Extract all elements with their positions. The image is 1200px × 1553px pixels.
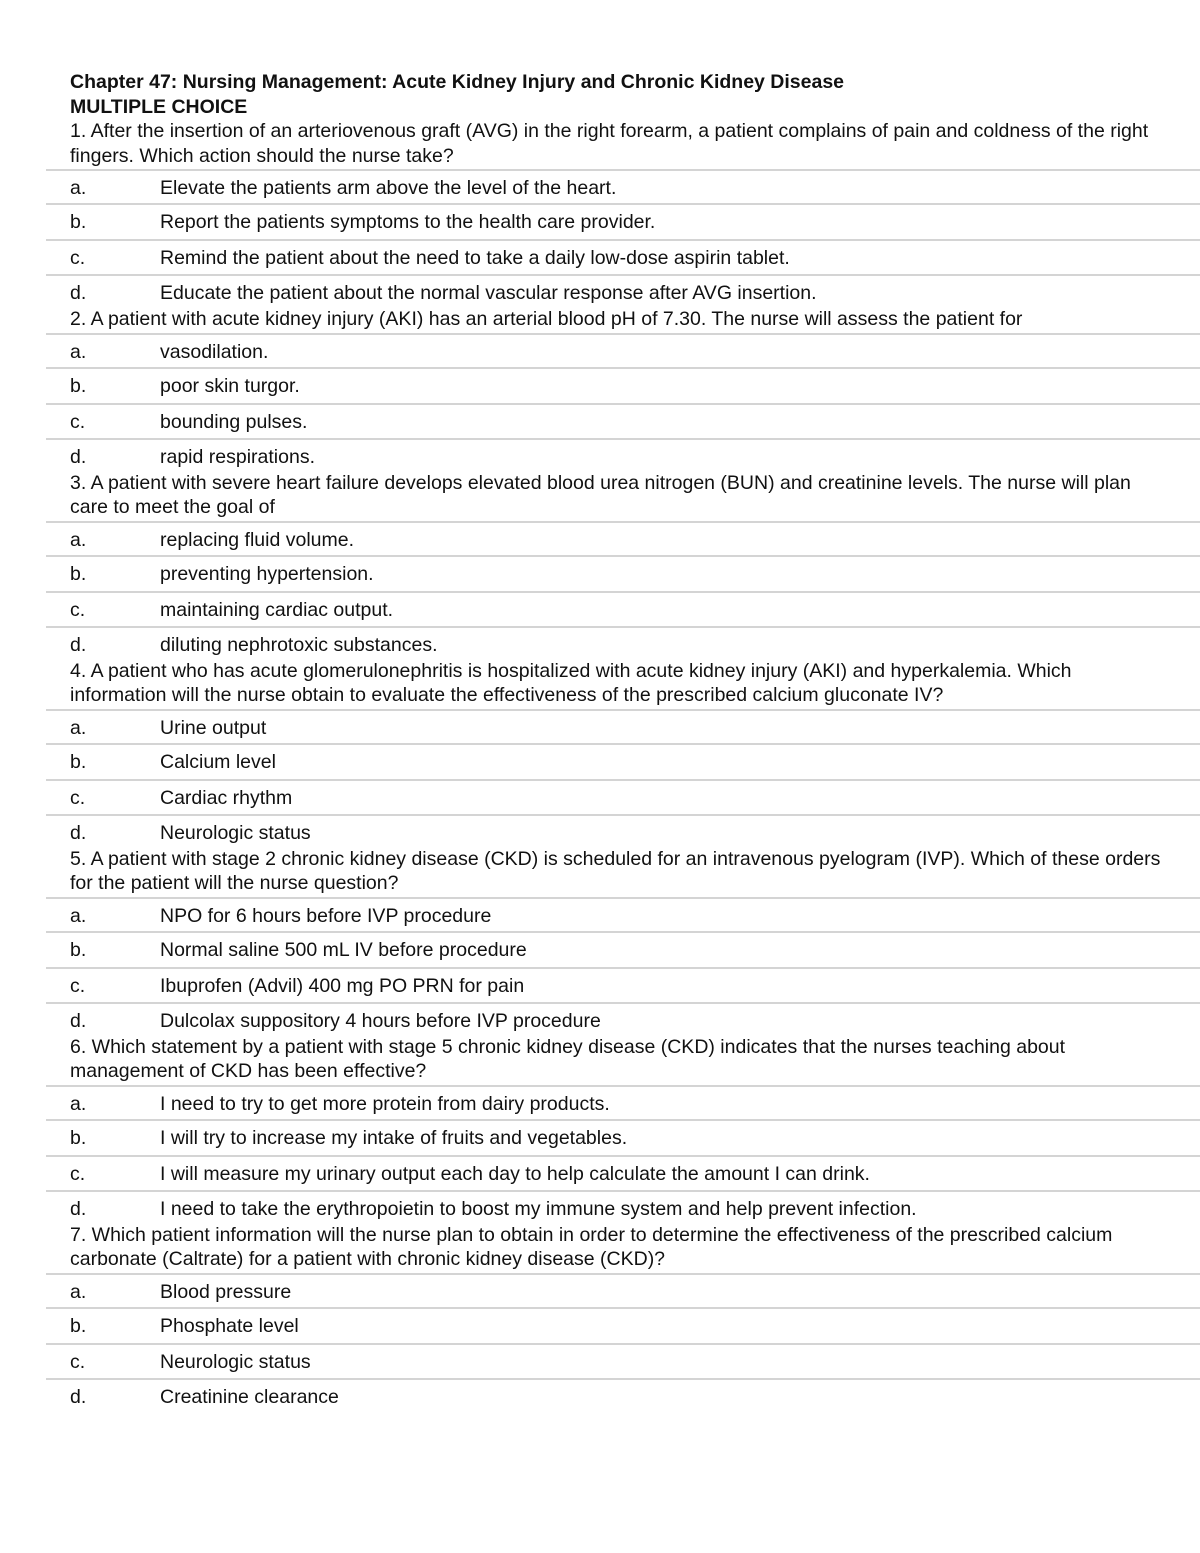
option-text: vasodilation. [160, 340, 269, 363]
answer-option [70, 1002, 1170, 1035]
option-letter: a. [70, 177, 87, 199]
question-text: 5. A patient with stage 2 chronic kidney disease (CKD) is scheduled for an intravenous pyelogram (IVP). Which of these orders for the patient will the nurse question? [70, 847, 1161, 894]
answer-option [70, 169, 1170, 203]
option-text: maintaining cardiac output. [160, 598, 394, 621]
option-text: preventing hypertension. [160, 562, 374, 585]
option-text: Cardiac rhythm [160, 786, 293, 809]
answer-option [70, 1119, 1170, 1155]
question-text: 6. Which statement by a patient with stage 5 chronic kidney disease (CKD) indicates that the nurses teaching about management of CKD has been effective? [70, 1035, 1066, 1082]
option-letter: c. [70, 247, 86, 269]
option-letter: a. [70, 1280, 87, 1303]
question-text: 2. A patient with acute kidney injury (AKI) has an arterial blood pH of 7.30. The nurse will assess the patient for [70, 308, 1023, 330]
question-text: 4. A patient who has acute glomerulonephritis is hospitalized with acute kidney injury (AKI) and hyperkalemia. Which information will the nurse obtain to evaluate the effectiveness of the prescribed calcium gluconate IV? [70, 659, 1072, 706]
option-letter: a. [70, 904, 87, 927]
answer-option [70, 897, 1170, 931]
answer-option [70, 1190, 1170, 1223]
question-block [70, 847, 1170, 1035]
question-block [70, 307, 1170, 471]
option-letter: c. [70, 1162, 86, 1185]
answer-option [70, 1155, 1170, 1190]
option-letter: b. [70, 1314, 87, 1337]
option-letter: a. [70, 716, 87, 739]
answer-option [70, 931, 1170, 967]
answer-option [70, 967, 1170, 1002]
answer-option [70, 438, 1170, 471]
question-block [70, 659, 1170, 847]
option-letter: b. [70, 374, 87, 397]
answer-option [70, 1378, 1170, 1411]
option-text: poor skin turgor. [160, 374, 300, 397]
option-text: replacing fluid volume. [160, 528, 355, 551]
option-text: I will try to increase my intake of fruits and vegetables. [160, 1126, 628, 1149]
option-text: Creatinine clearance [160, 1385, 339, 1408]
option-text: bounding pulses. [160, 410, 308, 433]
option-letter: c. [70, 598, 86, 621]
question-text: 7. Which patient information will the nurse plan to obtain in order to determine the effectiveness of the prescribed calcium carbonate (Caltrate) for a patient with chronic kidney disease (CKD)? [70, 1223, 1113, 1270]
answer-option [70, 709, 1170, 743]
option-letter: d. [70, 1197, 87, 1220]
option-letter: d. [70, 445, 87, 468]
answer-option [70, 1085, 1170, 1119]
option-text: Dulcolax suppository 4 hours before IVP procedure [160, 1009, 601, 1032]
answer-option [70, 367, 1170, 403]
option-text: I need to take the erythropoietin to boost my immune system and help prevent infection. [160, 1197, 917, 1220]
option-letter: b. [70, 938, 87, 961]
option-letter: b. [70, 562, 87, 585]
option-letter: b. [70, 211, 87, 233]
option-letter: b. [70, 750, 87, 773]
answer-option [70, 203, 1170, 239]
answer-option [70, 274, 1170, 307]
option-letter: d. [70, 1385, 87, 1408]
option-text: Normal saline 500 mL IV before procedure [160, 938, 527, 961]
option-letter: a. [70, 1092, 87, 1115]
question-block [70, 1223, 1170, 1411]
answer-option [70, 743, 1170, 779]
option-text: Educate the patient about the normal vascular response after AVG insertion. [160, 282, 817, 304]
option-text: Ibuprofen (Advil) 400 mg PO PRN for pain [160, 974, 525, 997]
question-block [70, 471, 1170, 659]
option-text: Neurologic status [160, 1350, 311, 1373]
option-text: I need to try to get more protein from dairy products. [160, 1092, 610, 1115]
question-block [70, 119, 1170, 307]
option-letter: c. [70, 974, 86, 997]
answer-option [70, 1307, 1170, 1343]
answer-option [70, 333, 1170, 367]
option-letter: a. [70, 528, 87, 551]
section-heading: MULTIPLE CHOICE [70, 96, 248, 118]
option-text: NPO for 6 hours before IVP procedure [160, 904, 492, 927]
answer-option [70, 779, 1170, 814]
option-letter: d. [70, 282, 87, 304]
option-letter: c. [70, 410, 86, 433]
option-letter: c. [70, 1350, 86, 1373]
option-text: Calcium level [160, 750, 276, 773]
answer-option [70, 239, 1170, 274]
document-content [70, 70, 1170, 1411]
answer-option [70, 1273, 1170, 1307]
option-text: Urine output [160, 716, 267, 739]
answer-option [70, 626, 1170, 659]
option-text: Neurologic status [160, 821, 311, 844]
option-text: Phosphate level [160, 1314, 299, 1337]
answer-option [70, 403, 1170, 438]
option-text: diluting nephrotoxic substances. [160, 633, 438, 656]
option-letter: d. [70, 1009, 87, 1032]
answer-option [70, 555, 1170, 591]
option-text: Report the patients symptoms to the health care provider. [160, 211, 656, 233]
option-text: Blood pressure [160, 1280, 292, 1303]
option-letter: c. [70, 786, 86, 809]
option-text: rapid respirations. [160, 445, 315, 468]
answer-option [70, 521, 1170, 555]
option-text: Elevate the patients arm above the level of the heart. [160, 177, 617, 199]
option-text: I will measure my urinary output each day to help calculate the amount I can drink. [160, 1162, 870, 1185]
option-letter: d. [70, 821, 87, 844]
option-letter: a. [70, 340, 87, 363]
question-text: 1. After the insertion of an arteriovenous graft (AVG) in the right forearm, a patient complains of pain and coldness of the right fingers. Which action should the nurse take? [70, 120, 1149, 167]
answer-option [70, 1343, 1170, 1378]
option-letter: d. [70, 633, 87, 656]
option-letter: b. [70, 1126, 87, 1149]
answer-option [70, 814, 1170, 847]
question-text: 3. A patient with severe heart failure develops elevated blood urea nitrogen (BUN) and creatinine levels. The nurse will plan care to meet the goal of [70, 471, 1131, 518]
chapter-title: Chapter 47: Nursing Management: Acute Kidney Injury and Chronic Kidney Disease [70, 71, 845, 93]
question-block [70, 1035, 1170, 1223]
answer-option [70, 591, 1170, 626]
option-text: Remind the patient about the need to take a daily low-dose aspirin tablet. [160, 247, 790, 269]
